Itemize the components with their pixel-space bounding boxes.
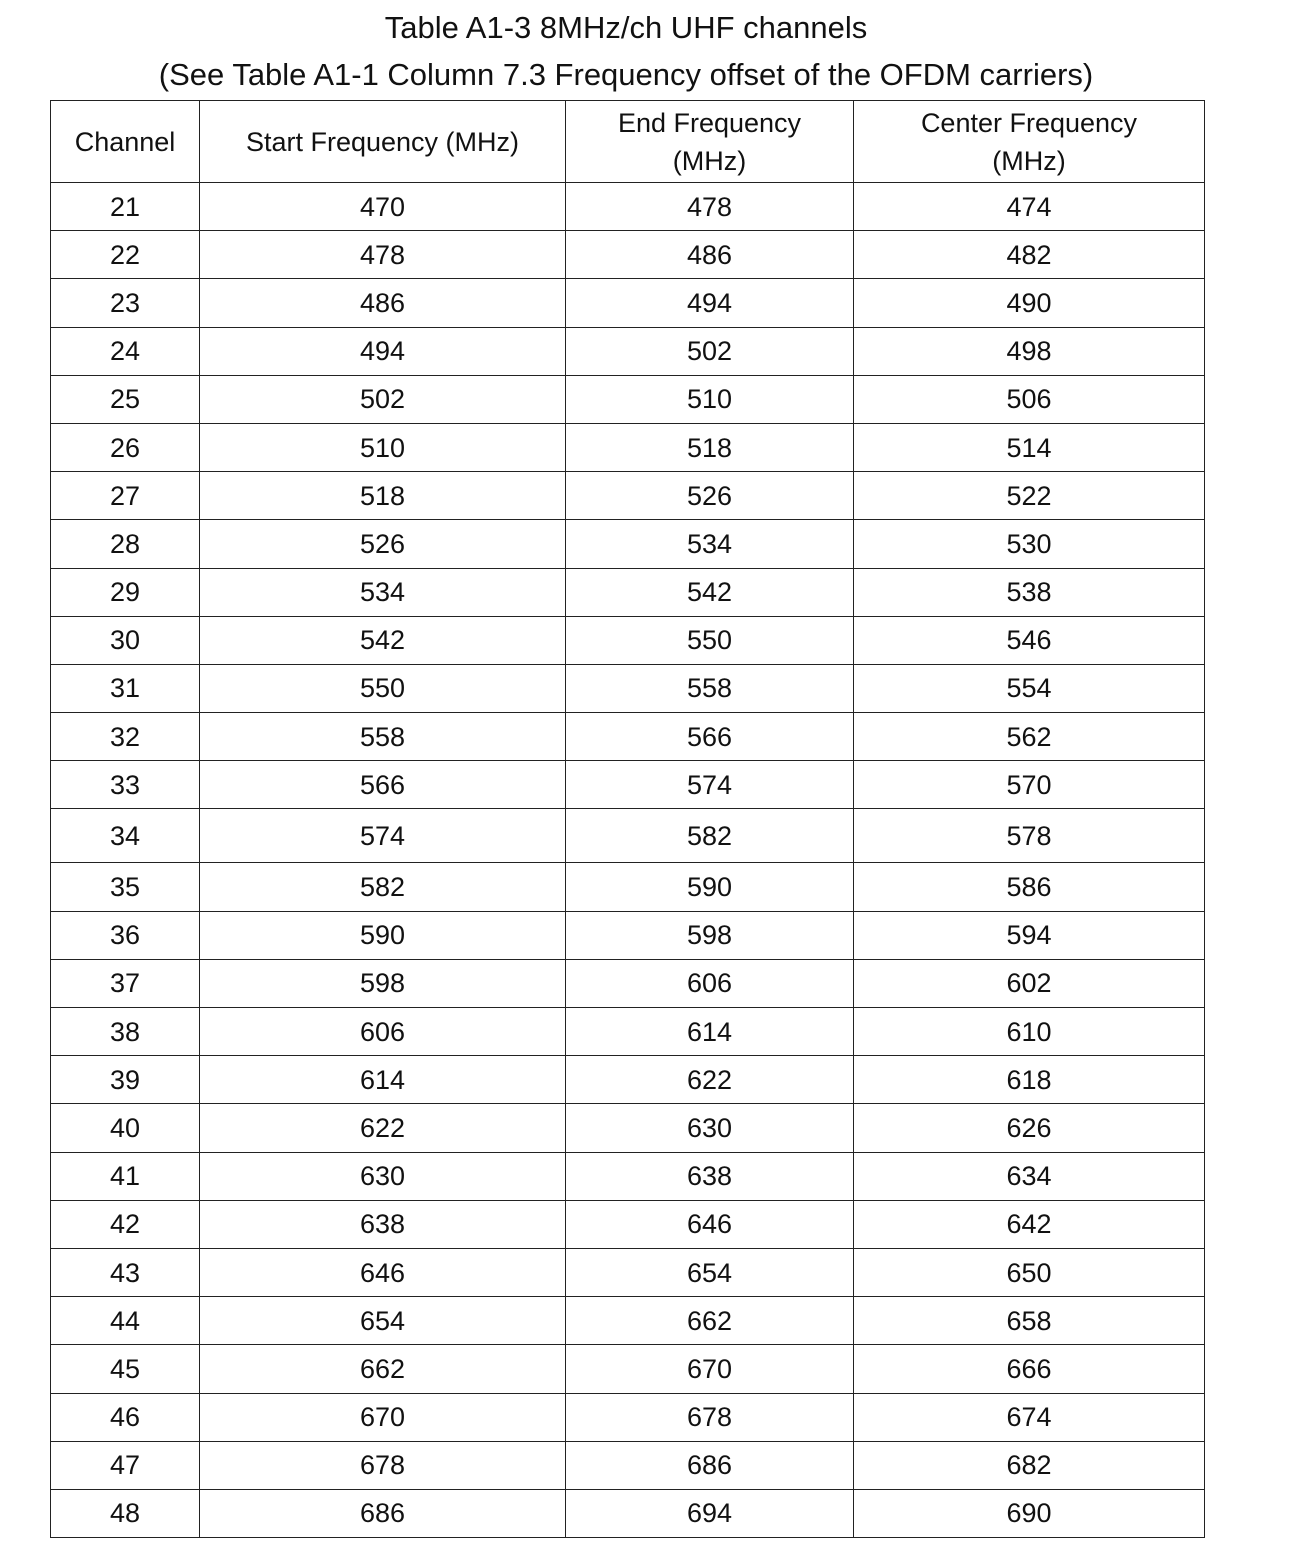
end-frequency-cell: 494	[566, 279, 854, 327]
end-frequency-cell: 622	[566, 1056, 854, 1104]
end-frequency-cell: 558	[566, 664, 854, 712]
end-frequency-cell: 662	[566, 1297, 854, 1345]
center-frequency-cell: 514	[854, 423, 1205, 471]
end-frequency-cell: 550	[566, 616, 854, 664]
table-row	[51, 1104, 1205, 1152]
center-frequency-cell: 690	[854, 1489, 1205, 1537]
channel-cell: 42	[51, 1200, 200, 1248]
center-frequency-cell: 658	[854, 1297, 1205, 1345]
channel-cell: 30	[51, 616, 200, 664]
start-frequency-cell: 502	[200, 375, 566, 423]
start-frequency-cell: 638	[200, 1200, 566, 1248]
center-frequency-cell: 626	[854, 1104, 1205, 1152]
table-row	[51, 231, 1205, 279]
table-row	[51, 809, 1205, 863]
start-frequency-cell: 566	[200, 761, 566, 809]
end-frequency-cell: 694	[566, 1489, 854, 1537]
center-frequency-cell: 570	[854, 761, 1205, 809]
table-row	[51, 1297, 1205, 1345]
start-frequency-cell: 494	[200, 327, 566, 375]
channel-cell: 33	[51, 761, 200, 809]
channel-cell: 26	[51, 423, 200, 471]
table-row	[51, 1345, 1205, 1393]
end-frequency-cell: 574	[566, 761, 854, 809]
channel-cell: 25	[51, 375, 200, 423]
end-frequency-cell: 630	[566, 1104, 854, 1152]
end-frequency-cell: 614	[566, 1008, 854, 1056]
center-frequency-cell: 578	[854, 809, 1205, 863]
channel-cell: 45	[51, 1345, 200, 1393]
start-frequency-cell: 510	[200, 423, 566, 471]
header-end-frequency-label: End Frequency	[617, 107, 802, 138]
center-frequency-cell: 562	[854, 713, 1205, 761]
start-frequency-cell: 526	[200, 520, 566, 568]
channel-cell: 37	[51, 959, 200, 1007]
start-frequency-cell: 486	[200, 279, 566, 327]
table-row	[51, 664, 1205, 712]
channel-cell: 35	[51, 863, 200, 911]
channel-cell: 22	[51, 231, 200, 279]
table-row	[51, 375, 1205, 423]
center-frequency-cell: 666	[854, 1345, 1205, 1393]
header-channel	[51, 101, 200, 183]
table-row	[51, 761, 1205, 809]
table-row	[51, 1200, 1205, 1248]
channel-cell: 27	[51, 472, 200, 520]
start-frequency-cell: 654	[200, 1297, 566, 1345]
table-subtitle: (See Table A1-1 Column 7.3 Frequency offset of the OFDM carriers)	[158, 57, 1094, 92]
center-frequency-cell: 546	[854, 616, 1205, 664]
table-row	[51, 713, 1205, 761]
start-frequency-cell: 614	[200, 1056, 566, 1104]
end-frequency-cell: 486	[566, 231, 854, 279]
center-frequency-cell: 682	[854, 1441, 1205, 1489]
center-frequency-cell: 618	[854, 1056, 1205, 1104]
start-frequency-cell: 606	[200, 1008, 566, 1056]
center-frequency-cell: 610	[854, 1008, 1205, 1056]
channel-cell: 21	[51, 183, 200, 231]
uhf-channel-table	[50, 100, 1205, 1538]
center-frequency-cell: 642	[854, 1200, 1205, 1248]
table-row	[51, 1056, 1205, 1104]
center-frequency-cell: 490	[854, 279, 1205, 327]
center-frequency-cell: 506	[854, 375, 1205, 423]
center-frequency-cell: 522	[854, 472, 1205, 520]
start-frequency-cell: 558	[200, 713, 566, 761]
table-row	[51, 423, 1205, 471]
table-body	[51, 183, 1205, 1538]
table-row	[51, 1441, 1205, 1489]
channel-cell: 23	[51, 279, 200, 327]
table-row	[51, 1489, 1205, 1537]
channel-cell: 36	[51, 911, 200, 959]
end-frequency-cell: 606	[566, 959, 854, 1007]
end-frequency-cell: 526	[566, 472, 854, 520]
channel-cell: 38	[51, 1008, 200, 1056]
start-frequency-cell: 470	[200, 183, 566, 231]
channel-cell: 40	[51, 1104, 200, 1152]
header-start-frequency-label: Start Frequency (MHz)	[245, 126, 520, 157]
header-end-frequency	[566, 101, 854, 183]
channel-cell: 39	[51, 1056, 200, 1104]
end-frequency-cell: 686	[566, 1441, 854, 1489]
end-frequency-cell: 478	[566, 183, 854, 231]
table-row	[51, 279, 1205, 327]
center-frequency-cell: 482	[854, 231, 1205, 279]
end-frequency-cell: 590	[566, 863, 854, 911]
start-frequency-cell: 662	[200, 1345, 566, 1393]
end-frequency-cell: 598	[566, 911, 854, 959]
table-row	[51, 1008, 1205, 1056]
end-frequency-cell: 502	[566, 327, 854, 375]
end-frequency-cell: 582	[566, 809, 854, 863]
channel-cell: 48	[51, 1489, 200, 1537]
start-frequency-cell: 646	[200, 1248, 566, 1296]
table-caption	[0, 0, 1252, 95]
header-end-frequency-unit: (MHz)	[672, 145, 747, 176]
end-frequency-cell: 510	[566, 375, 854, 423]
end-frequency-cell: 542	[566, 568, 854, 616]
table-row	[51, 1152, 1205, 1200]
start-frequency-cell: 582	[200, 863, 566, 911]
end-frequency-cell: 566	[566, 713, 854, 761]
end-frequency-cell: 654	[566, 1248, 854, 1296]
center-frequency-cell: 474	[854, 183, 1205, 231]
table-row	[51, 911, 1205, 959]
channel-cell: 32	[51, 713, 200, 761]
channel-cell: 47	[51, 1441, 200, 1489]
start-frequency-cell: 678	[200, 1441, 566, 1489]
table-row	[51, 616, 1205, 664]
table-row	[51, 568, 1205, 616]
channel-cell: 41	[51, 1152, 200, 1200]
center-frequency-cell: 554	[854, 664, 1205, 712]
end-frequency-cell: 518	[566, 423, 854, 471]
center-frequency-cell: 650	[854, 1248, 1205, 1296]
table-row	[51, 183, 1205, 231]
start-frequency-cell: 590	[200, 911, 566, 959]
end-frequency-cell: 534	[566, 520, 854, 568]
end-frequency-cell: 638	[566, 1152, 854, 1200]
table-row	[51, 959, 1205, 1007]
center-frequency-cell: 594	[854, 911, 1205, 959]
center-frequency-cell: 538	[854, 568, 1205, 616]
end-frequency-cell: 646	[566, 1200, 854, 1248]
center-frequency-cell: 602	[854, 959, 1205, 1007]
table-row	[51, 863, 1205, 911]
start-frequency-cell: 686	[200, 1489, 566, 1537]
start-frequency-cell: 598	[200, 959, 566, 1007]
channel-cell: 29	[51, 568, 200, 616]
start-frequency-cell: 550	[200, 664, 566, 712]
start-frequency-cell: 574	[200, 809, 566, 863]
center-frequency-cell: 586	[854, 863, 1205, 911]
center-frequency-cell: 674	[854, 1393, 1205, 1441]
channel-cell: 31	[51, 664, 200, 712]
table-title: Table A1-3 8MHz/ch UHF channels	[384, 10, 868, 45]
channel-cell: 34	[51, 809, 200, 863]
start-frequency-cell: 622	[200, 1104, 566, 1152]
table-row	[51, 472, 1205, 520]
center-frequency-cell: 634	[854, 1152, 1205, 1200]
channel-cell: 28	[51, 520, 200, 568]
header-center-frequency	[854, 101, 1205, 183]
header-center-frequency-unit: (MHz)	[992, 145, 1066, 176]
channel-cell: 44	[51, 1297, 200, 1345]
table-row	[51, 1248, 1205, 1296]
table-header-row	[51, 101, 1205, 183]
start-frequency-cell: 630	[200, 1152, 566, 1200]
channel-cell: 43	[51, 1248, 200, 1296]
start-frequency-cell: 534	[200, 568, 566, 616]
channel-cell: 24	[51, 327, 200, 375]
header-start-frequency	[200, 101, 566, 183]
channel-cell: 46	[51, 1393, 200, 1441]
start-frequency-cell: 670	[200, 1393, 566, 1441]
start-frequency-cell: 542	[200, 616, 566, 664]
table-row	[51, 327, 1205, 375]
start-frequency-cell: 518	[200, 472, 566, 520]
start-frequency-cell: 478	[200, 231, 566, 279]
header-center-frequency-label: Center Frequency	[920, 107, 1138, 138]
end-frequency-cell: 670	[566, 1345, 854, 1393]
center-frequency-cell: 498	[854, 327, 1205, 375]
table-row	[51, 520, 1205, 568]
header-channel-label: Channel	[74, 126, 176, 157]
table-row	[51, 1393, 1205, 1441]
center-frequency-cell: 530	[854, 520, 1205, 568]
end-frequency-cell: 678	[566, 1393, 854, 1441]
